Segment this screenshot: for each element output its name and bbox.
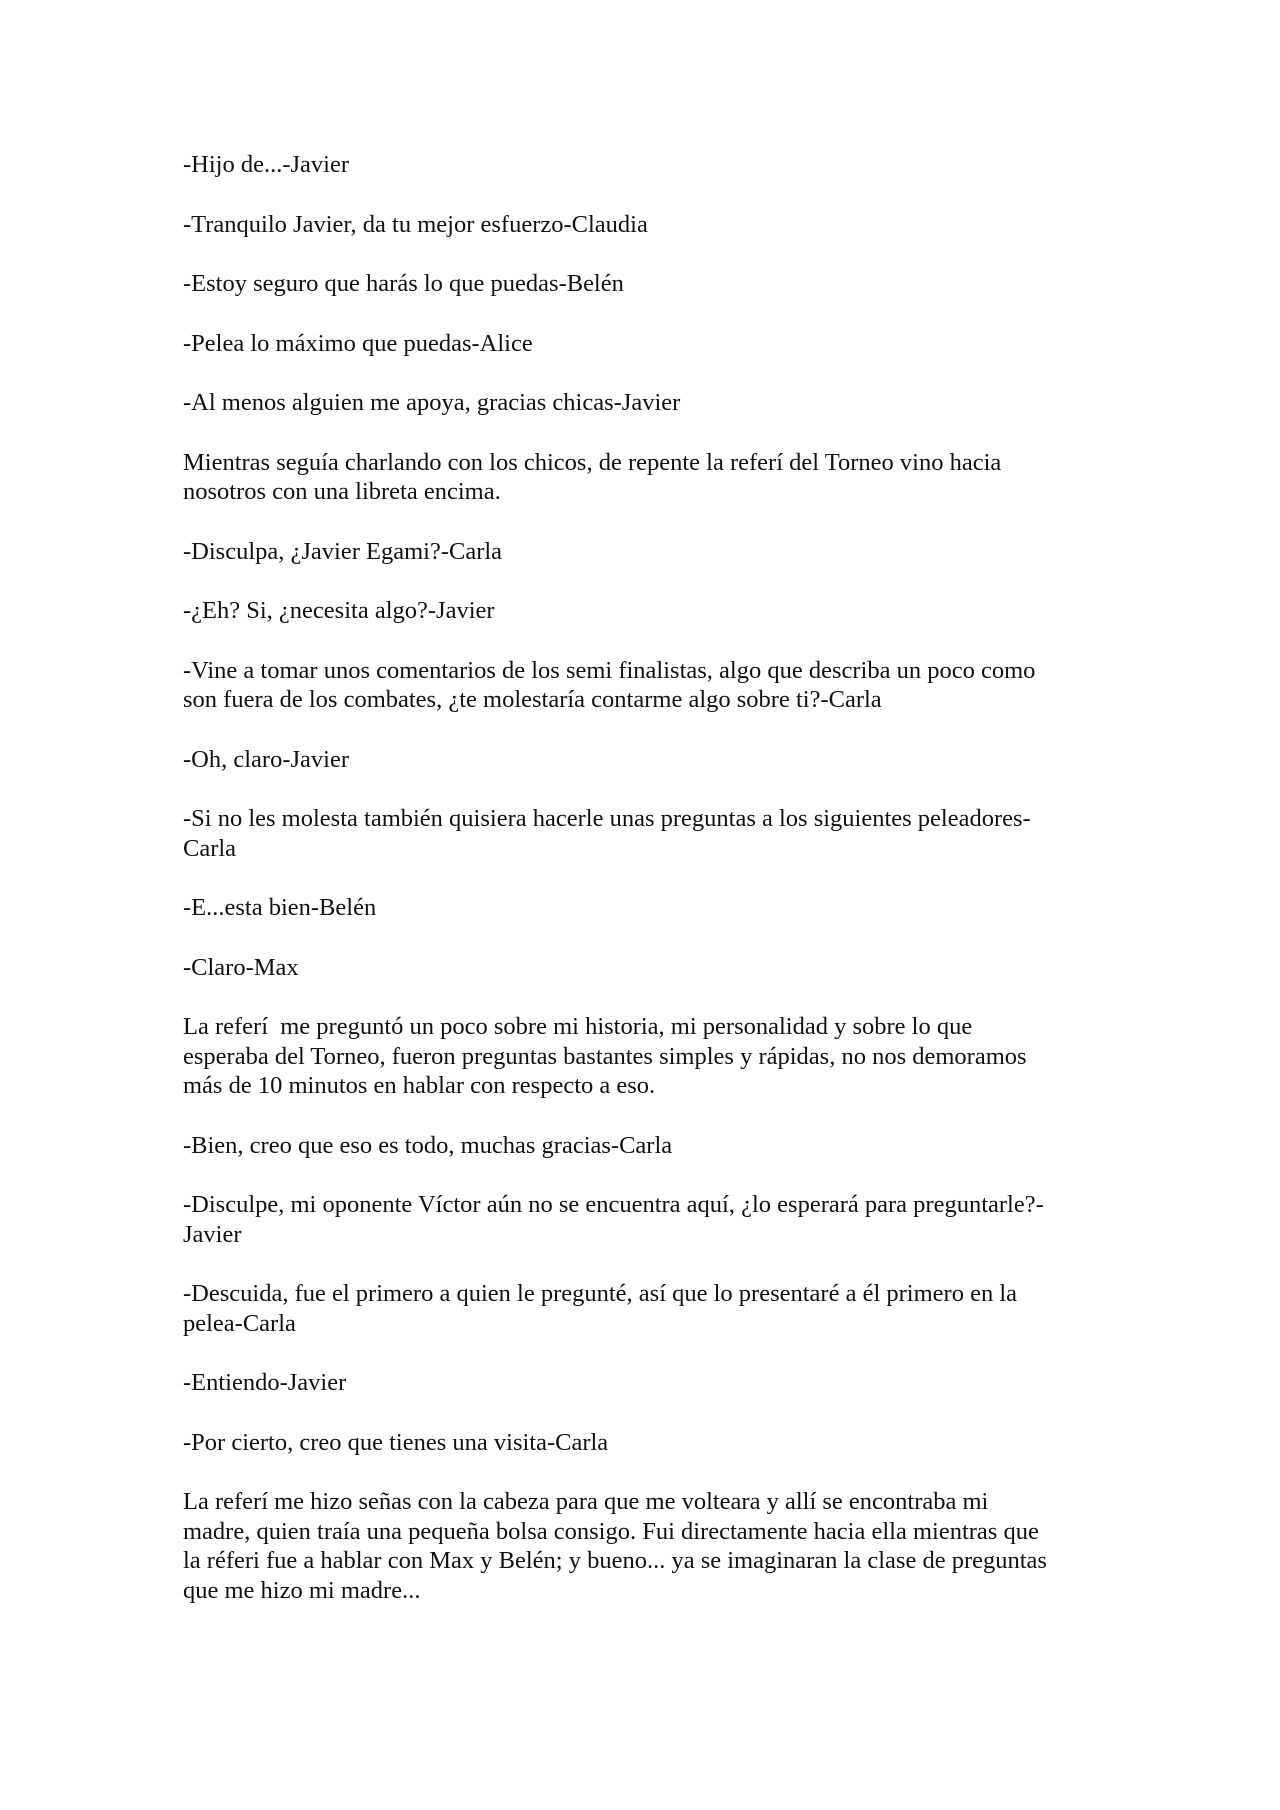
paragraph: [183, 537, 1103, 567]
text-line: -Claro-Max: [183, 953, 299, 981]
paragraph: [183, 448, 1103, 507]
text-line: más de 10 minutos en hablar con respecto a eso.: [183, 1072, 656, 1099]
text-line: -Pelea lo máximo que puedas-Alice: [183, 329, 533, 357]
paragraph: [183, 1279, 1103, 1338]
text-line: que me hizo mi madre...: [183, 1576, 421, 1604]
text-line: madre, quien traía una pequeña bolsa consigo. Fui directamente hacia ella mientras que: [183, 1517, 1039, 1545]
paragraph: [183, 953, 1103, 983]
text-line: esperaba del Torneo, fueron preguntas bastantes simples y rápidas, no nos demoramos: [183, 1042, 1027, 1070]
paragraph: [183, 1190, 1103, 1249]
paragraph: [183, 329, 1103, 359]
paragraph: [183, 893, 1103, 923]
text-line: -Tranquilo Javier, da tu mejor esfuerzo-Claudia: [183, 210, 648, 238]
text-line: -¿Eh? Si, ¿necesita algo?-Javier: [183, 597, 495, 624]
text-line: Javier: [183, 1220, 242, 1248]
text-line: Carla: [183, 834, 237, 862]
text-line: -Vine a tomar unos comentarios de los semi finalistas, algo que describa un poco como: [183, 656, 1036, 684]
document-page: [183, 150, 1103, 1635]
text-line: -Entiendo-Javier: [183, 1369, 347, 1396]
paragraph: [183, 804, 1103, 863]
text-line: -Disculpe, mi oponente Víctor aún no se encuentra aquí, ¿lo esperará para preguntarle?-: [183, 1191, 1044, 1218]
text-line: -Bien, creo que eso es todo, muchas gracias-Carla: [183, 1131, 673, 1159]
paragraph: [183, 269, 1103, 299]
text-line: Mientras seguía charlando con los chicos, de repente la referí del Torneo vino hacia: [183, 448, 1002, 476]
text-line: -Descuida, fue el primero a quien le pregunté, así que lo presentaré a él primero en la: [183, 1280, 1018, 1307]
paragraph: [183, 596, 1103, 626]
paragraph: [183, 656, 1103, 715]
text-line: pelea-Carla: [183, 1309, 296, 1337]
text-line: -Por cierto, creo que tienes una visita-Carla: [183, 1428, 609, 1456]
text-line: -Hijo de...-Javier: [183, 151, 349, 178]
text-line: -Estoy seguro que harás lo que puedas-Belén: [183, 270, 624, 297]
text-line: -Disculpa, ¿Javier Egami?-Carla: [183, 537, 503, 565]
paragraph: [183, 1131, 1103, 1161]
paragraph: [183, 1487, 1103, 1605]
paragraph: [183, 1428, 1103, 1458]
text-line: nosotros con una libreta encima.: [183, 478, 501, 505]
text-line: -Al menos alguien me apoya, gracias chicas-Javier: [183, 389, 681, 416]
paragraph: [183, 1368, 1103, 1398]
text-line: -Oh, claro-Javier: [183, 745, 349, 773]
text-line: son fuera de los combates, ¿te molestaría contarme algo sobre ti?-Carla: [183, 686, 882, 713]
text-line: -Si no les molesta también quisiera hacerle unas preguntas a los siguientes peleadores-: [183, 805, 1031, 832]
paragraph: [183, 1012, 1103, 1101]
paragraph: [183, 150, 1103, 180]
text-line: La referí me hizo señas con la cabeza para que me volteara y allí se encontraba mi: [183, 1488, 989, 1515]
text-line: -E...esta bien-Belén: [183, 894, 377, 921]
text-line: la réferi fue a hablar con Max y Belén; y bueno... ya se imaginaran la clase de preguntas: [183, 1547, 1047, 1574]
paragraph: [183, 745, 1103, 775]
paragraph: [183, 388, 1103, 418]
paragraph: [183, 210, 1103, 240]
text-line: La referí me preguntó un poco sobre mi historia, mi personalidad y sobre lo que: [183, 1013, 973, 1040]
